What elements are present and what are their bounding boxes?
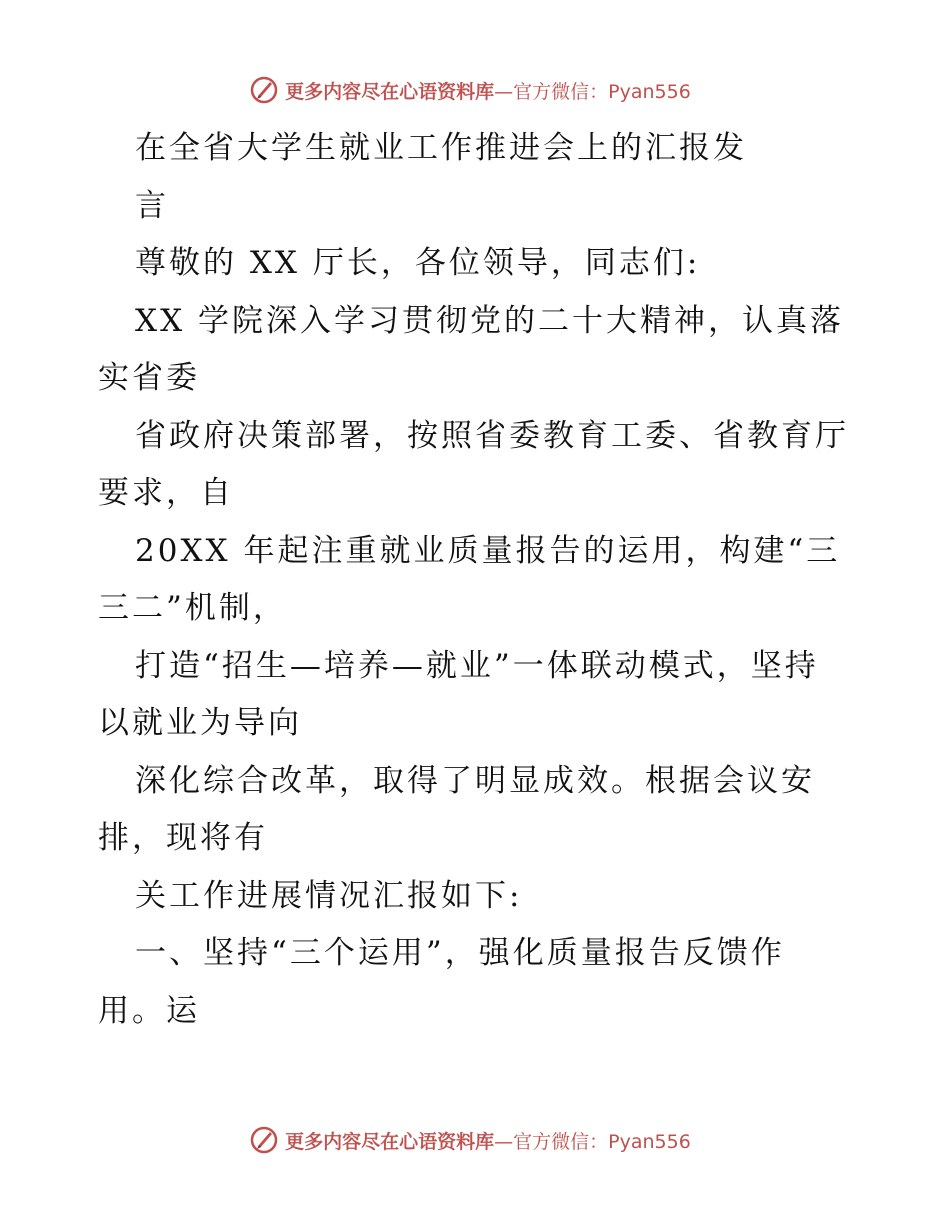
paragraph-line: 三二”机制， <box>98 590 287 626</box>
paragraph-line: 深化综合改革，取得了明显成效。根据会议安 <box>135 762 815 799</box>
footer-wechat-text: 官方微信：Pyan556 <box>513 1130 691 1153</box>
paragraph-line: XX 学院深入学习贯彻党的二十大精神，认真落 <box>135 302 844 339</box>
paragraph-line: 一、坚持“三个运用”，强化质量报告反馈作 <box>135 935 785 971</box>
paragraph-line: 要求，自 <box>98 475 234 511</box>
header-banner-text <box>285 77 691 104</box>
footer-separator: — <box>494 1130 514 1153</box>
paragraph-line: 尊敬的 XX 厅长，各位领导，同志们: <box>135 245 701 281</box>
header-brand-text: 更多内容尽在心语资料库 <box>285 80 495 103</box>
header-wechat-text: 官方微信：Pyan556 <box>513 80 691 103</box>
paragraph-line: 20XX 年起注重就业质量报告的运用，构建“三 <box>135 532 841 569</box>
paragraph-line: 在全省大学生就业工作推进会上的汇报发 <box>135 130 747 166</box>
paragraph-line: 用。运 <box>98 992 200 1029</box>
paragraph-line: 排，现将有 <box>98 820 268 856</box>
header-banner-inner <box>249 75 691 105</box>
quill-pen-logo-icon <box>249 1125 279 1155</box>
paragraph-line: 言 <box>135 187 169 224</box>
footer-banner-inner <box>249 1125 691 1155</box>
quill-pen-logo-icon <box>249 75 279 105</box>
header-banner <box>0 70 950 110</box>
header-separator: — <box>494 80 514 103</box>
paragraph-line: 省政府决策部署，按照省委教育工委、省教育厅 <box>135 417 849 454</box>
footer-banner-text <box>285 1127 691 1154</box>
paragraph-line: 关工作进展情况汇报如下: <box>135 877 523 914</box>
paragraph-line: 以就业为导向 <box>98 705 302 741</box>
document-body <box>98 120 858 1040</box>
paragraph-line: 实省委 <box>98 360 200 396</box>
footer-banner <box>0 1120 950 1160</box>
paragraph-line: 打造“招生—培养—就业”一体联动模式，坚持 <box>135 647 819 684</box>
footer-brand-text: 更多内容尽在心语资料库 <box>285 1130 495 1153</box>
